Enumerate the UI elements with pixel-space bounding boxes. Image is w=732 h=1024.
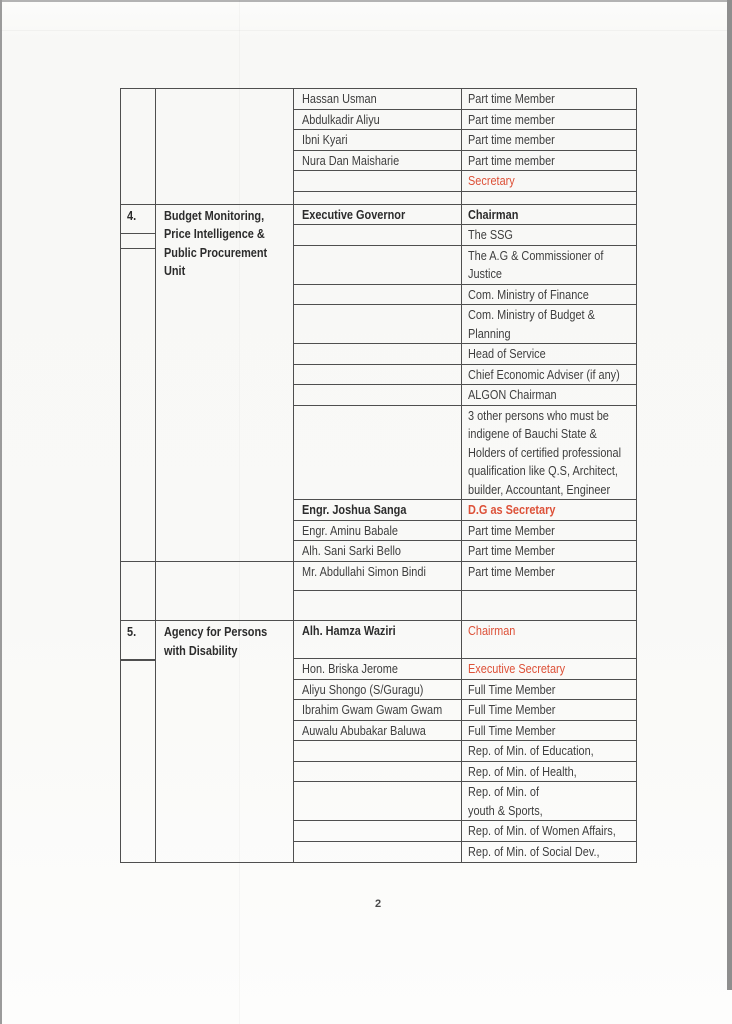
- member-role: Part time member: [468, 111, 555, 127]
- section-rows: [294, 205, 636, 562]
- agency-name-cell: [156, 562, 294, 620]
- member-name-cell: [294, 171, 462, 191]
- member-name: Engr. Joshua Sanga: [302, 502, 407, 517]
- section-number: 4.: [127, 207, 137, 223]
- member-name: Alh. Sani Sarki Bello: [302, 543, 401, 558]
- section-rows: [294, 621, 636, 862]
- member-name-cell: [294, 285, 462, 305]
- member-role: Secretary: [468, 173, 515, 188]
- table-row: [294, 500, 636, 521]
- section-number-cell: [121, 562, 156, 620]
- member-role-cell: [462, 385, 636, 405]
- table-row: [294, 225, 636, 246]
- table-row: [294, 521, 636, 542]
- member-role-cell: [462, 821, 636, 841]
- member-role: Rep. of Min. of Education,: [468, 743, 594, 758]
- member-name-cell: [294, 151, 462, 171]
- member-role: ALGON Chairman: [468, 387, 557, 402]
- member-name: Hon. Briska Jerome: [302, 661, 398, 676]
- member-name-cell: [294, 225, 462, 245]
- table-row: [294, 621, 636, 659]
- section-rows: [294, 89, 636, 204]
- member-role: Rep. of Min. of Women Affairs,: [468, 823, 616, 838]
- table-row: [294, 700, 636, 721]
- member-role-cell: [462, 406, 636, 500]
- table-section-interlude: [121, 562, 636, 621]
- member-name-cell: [294, 821, 462, 841]
- page-number: 2: [374, 898, 383, 910]
- member-role-cell: [462, 782, 636, 820]
- member-name-cell: [294, 762, 462, 782]
- agency-name-cell: [156, 89, 294, 204]
- member-role: Part time Member: [468, 564, 555, 579]
- member-name-cell: [294, 842, 462, 862]
- member-role: Rep. of Min. of youth & Sports,: [468, 784, 543, 818]
- agency-name: Agency for Persons with Disability: [164, 624, 268, 658]
- member-role-cell: [462, 151, 636, 171]
- member-role: Full Time Member: [468, 681, 556, 697]
- member-role-cell: [462, 171, 636, 191]
- member-name: Aliyu Shongo (S/Guragu): [302, 681, 424, 697]
- table-section-continuation: [121, 89, 636, 205]
- member-role-cell: [462, 110, 636, 130]
- member-name-cell: [294, 659, 462, 679]
- table-row: [294, 344, 636, 365]
- table-row: [294, 192, 636, 204]
- member-name-cell: [294, 500, 462, 520]
- member-role: The A.G & Commissioner of Justice: [468, 247, 604, 281]
- scan-edge-top: [0, 0, 732, 2]
- section-rows: [294, 562, 636, 620]
- member-role-cell: [462, 521, 636, 541]
- member-role: Rep. of Min. of Health,: [468, 763, 577, 779]
- table-row: [294, 205, 636, 226]
- member-role: Full Time Member: [468, 722, 556, 738]
- member-name: Executive Governor: [302, 206, 406, 222]
- member-role-cell: [462, 225, 636, 245]
- table-row: [294, 680, 636, 701]
- member-role: Full Time Member: [468, 702, 556, 717]
- section-number: 5.: [127, 624, 137, 639]
- member-name: Alh. Hamza Waziri: [302, 623, 396, 638]
- member-name: Abdulkadir Aliyu: [302, 111, 380, 127]
- table-row: [294, 171, 636, 192]
- scan-shade-band: [0, 30, 732, 31]
- member-name-cell: [294, 721, 462, 741]
- table-row: [294, 365, 636, 386]
- member-name-cell: [294, 562, 462, 590]
- member-role-cell: [462, 344, 636, 364]
- member-role-cell: [462, 562, 636, 590]
- member-role-cell: [462, 500, 636, 520]
- member-role-cell: [462, 842, 636, 862]
- member-role: D.G as Secretary: [468, 502, 556, 517]
- member-role: Chairman: [468, 206, 519, 222]
- member-name-cell: [294, 680, 462, 700]
- member-role-cell: [462, 621, 636, 658]
- member-name-cell: [294, 406, 462, 500]
- table-row: [294, 305, 636, 344]
- member-role: Rep. of Min. of Social Dev.,: [468, 843, 600, 859]
- member-role-cell: [462, 721, 636, 741]
- member-role-cell: [462, 591, 636, 620]
- member-role-cell: [462, 659, 636, 679]
- member-role: Chairman: [468, 623, 516, 638]
- member-name-cell: [294, 305, 462, 343]
- table-section-5: [121, 621, 636, 862]
- member-name: Nura Dan Maisharie: [302, 152, 400, 168]
- table-row: [294, 541, 636, 561]
- member-name-cell: [294, 110, 462, 130]
- member-name-cell: [294, 192, 462, 204]
- member-role-cell: [462, 130, 636, 150]
- member-name-cell: [294, 89, 462, 109]
- member-role: Head of Service: [468, 346, 546, 361]
- member-role-cell: [462, 285, 636, 305]
- member-name-cell: [294, 246, 462, 284]
- member-name-cell: [294, 344, 462, 364]
- table-row: [294, 130, 636, 151]
- member-name-cell: [294, 591, 462, 620]
- table-row: [294, 246, 636, 285]
- member-name: Mr. Abdullahi Simon Bindi: [302, 564, 426, 579]
- table-row: [294, 782, 636, 821]
- member-role: Com. Ministry of Finance: [468, 286, 589, 302]
- member-role-cell: [462, 762, 636, 782]
- table-row: [294, 659, 636, 680]
- member-name-cell: [294, 621, 462, 658]
- section-number-cell: [121, 89, 156, 204]
- agency-name: Budget Monitoring, Price Intelligence & Public Procurement Unit: [164, 207, 268, 278]
- member-role: Part time Member: [468, 543, 555, 558]
- member-role: 3 other persons who must be indigene of Bauchi State & Holders of certified professional qualification like Q.S, Architect, builder, Accountant, Engineer: [468, 407, 622, 497]
- table-row: [294, 151, 636, 172]
- agency-name-cell: [156, 621, 294, 862]
- table-section-4: [121, 205, 636, 563]
- scan-edge-right: [727, 0, 732, 990]
- table-row: [294, 842, 636, 862]
- table-row: [294, 741, 636, 762]
- member-name-cell: [294, 130, 462, 150]
- member-role: Part time member: [468, 152, 555, 168]
- table-row: [294, 591, 636, 620]
- table-row: [294, 89, 636, 110]
- table-row: [294, 285, 636, 306]
- scan-edge-left: [0, 0, 2, 1024]
- member-role: Part time Member: [468, 522, 555, 538]
- table-row: [294, 406, 636, 501]
- member-name: Auwalu Abubakar Baluwa: [302, 722, 426, 738]
- member-role-cell: [462, 680, 636, 700]
- member-role-cell: [462, 541, 636, 561]
- members-table: [120, 88, 637, 863]
- table-row: [294, 562, 636, 591]
- member-role-cell: [462, 89, 636, 109]
- member-role: The SSG: [468, 227, 513, 242]
- member-name: Ibrahim Gwam Gwam Gwam: [302, 702, 443, 717]
- member-role: Chief Economic Adviser (if any): [468, 366, 620, 382]
- member-role: Part time member: [468, 132, 555, 147]
- table-row: [294, 385, 636, 406]
- member-role-cell: [462, 192, 636, 204]
- member-name-cell: [294, 741, 462, 761]
- member-name: Engr. Aminu Babale: [302, 522, 398, 538]
- member-name-cell: [294, 385, 462, 405]
- member-name: Ibni Kyari: [302, 132, 348, 147]
- member-name-cell: [294, 782, 462, 820]
- member-role-cell: [462, 741, 636, 761]
- section-number-cell: [121, 205, 156, 562]
- member-role-cell: [462, 305, 636, 343]
- member-role: Executive Secretary: [468, 661, 566, 676]
- member-role-cell: [462, 246, 636, 284]
- member-name-cell: [294, 521, 462, 541]
- member-name: Hassan Usman: [302, 91, 377, 106]
- member-role: Com. Ministry of Budget & Planning: [468, 307, 595, 341]
- member-name-cell: [294, 205, 462, 225]
- member-role-cell: [462, 700, 636, 720]
- section-number-cell: [121, 621, 156, 862]
- member-name-cell: [294, 541, 462, 561]
- member-role: Part time Member: [468, 91, 555, 106]
- agency-name-cell: [156, 205, 294, 562]
- member-name-cell: [294, 700, 462, 720]
- member-role-cell: [462, 365, 636, 385]
- table-row: [294, 762, 636, 783]
- member-role-cell: [462, 205, 636, 225]
- table-row: [294, 721, 636, 742]
- member-name-cell: [294, 365, 462, 385]
- table-row: [294, 110, 636, 131]
- table-row: [294, 821, 636, 842]
